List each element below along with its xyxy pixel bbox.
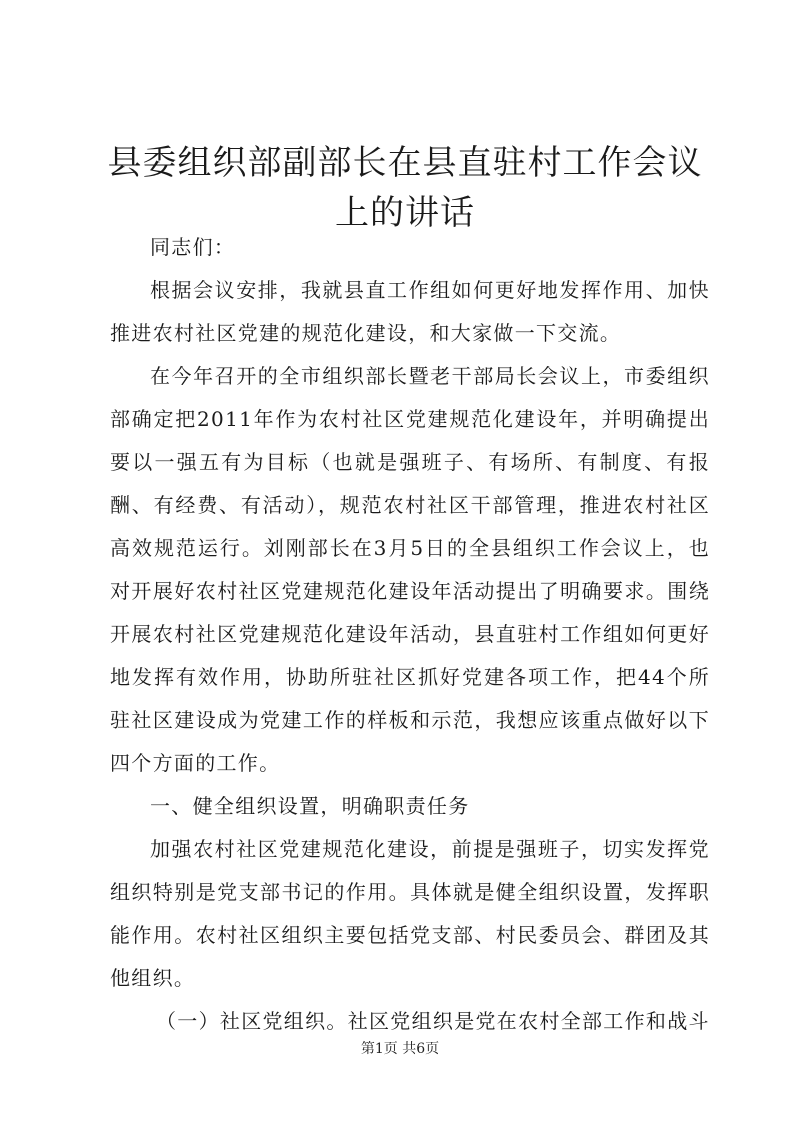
subsection-paragraph: （一）社区党组织。社区党组织是党在农村全部工作和战斗 (156, 1009, 710, 1033)
section-paragraph: 加强农村社区党建规范化建设，前提是强班子，切实发挥党组织特别是党支部书记的作用。具体就是健全组织设置，发挥职能作用。农村社区组织主要包括党支部、村民委员会、群团及其他组织。 (110, 837, 710, 990)
salutation-paragraph: 同志们： (150, 235, 236, 259)
document-title: 县委组织部副部长在县直驻村工作会议上的讲话 (107, 143, 703, 233)
page-number-footer: 第1页 共6页 (360, 1041, 440, 1057)
document-body (110, 226, 710, 1043)
intro-paragraph: 根据会议安排，我就县直工作组如何更好地发挥作用、加快推进农村社区党建的规范化建设，和大家做一下交流。 (110, 278, 710, 345)
context-paragraph: 在今年召开的全市组织部长暨老干部局长会议上，市委组织部确定把2011年作为农村社区党建规范化建设年，并明确提出要以一强五有为目标（也就是强班子、有场所、有制度、有报酬、有经费、有活动），规范农村社区干部管理，推进农村社区高效规范运行。刘刚部长在3月5日的全县组织工作会议上，也对开展好农村社区党建规范化建设年活动提出了明确要求。围绕开展农村社区党建规范化建设年活动，县直驻村工作组如何更好地发挥有效作用，协助所驻社区抓好党建各项工作，把44个所驻社区建设成为党建工作的样板和示范，我想应该重点做好以下四个方面的工作。 (110, 364, 710, 775)
section-heading: 一、健全组织设置，明确职责任务 (150, 794, 470, 818)
